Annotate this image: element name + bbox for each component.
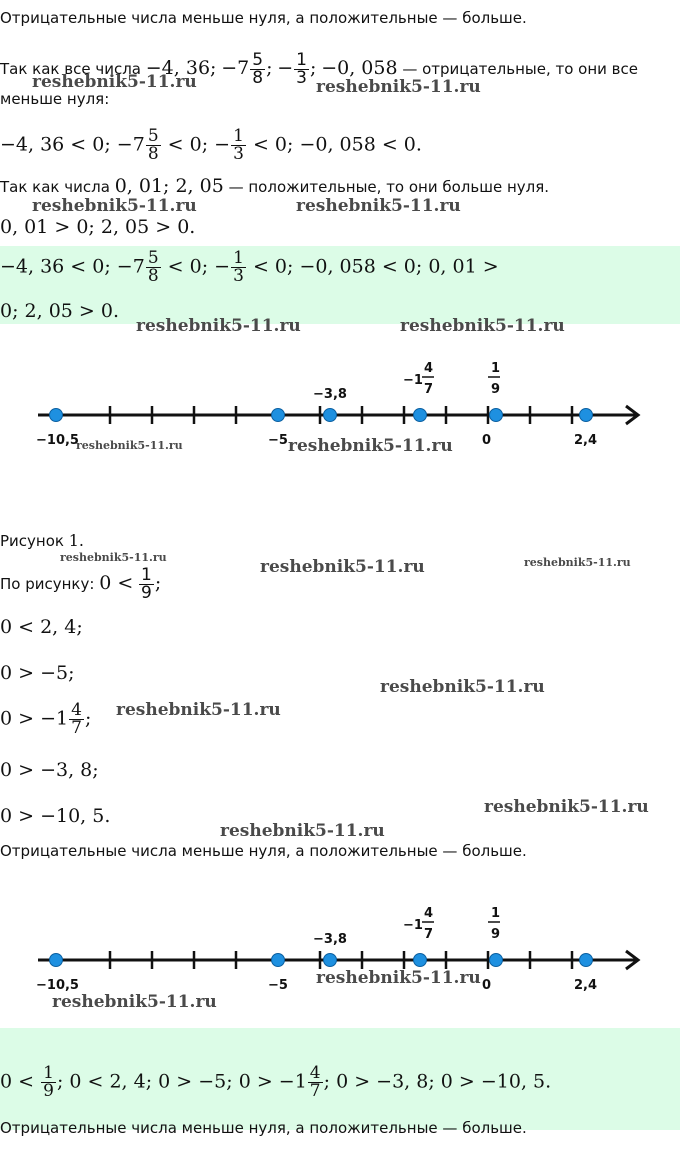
- label-m38: −3,8: [313, 932, 347, 947]
- positives-paragraph: Так как числа 0, 01; 2, 05 — положительные, то они больше нуля.: [0, 175, 550, 197]
- comparison-m5: 0 > −5;: [0, 662, 75, 684]
- label-f7: 7: [424, 927, 434, 942]
- label-p24: 2,4: [574, 433, 598, 448]
- answer-line-2: 0; 2, 05 > 0.: [0, 300, 120, 322]
- final-answer: 0 < $\frac{1}{9}$ ; 0 < 2, 4; 0 > −5; 0 > −1 $\frac{4}{7}$ ; 0 > −3, 8; 0 > −10, 5.: [0, 1063, 552, 1101]
- watermark: reshebnik5-11.ru: [288, 436, 453, 456]
- label-p24: 2,4: [574, 978, 598, 993]
- label-m105: −10,5: [36, 433, 79, 448]
- text: — отрицательные, то они все: [402, 60, 638, 78]
- point-m147: [414, 409, 427, 422]
- label-zero: 0: [482, 433, 492, 448]
- label-f1: 1: [491, 906, 501, 921]
- inequality-positives: 0, 01 > 0; 2, 05 > 0.: [0, 216, 196, 238]
- watermark: reshebnik5-11.ru: [220, 821, 385, 841]
- watermark: reshebnik5-11.ru: [484, 797, 649, 817]
- watermark: reshebnik5-11.ru: [316, 77, 481, 97]
- watermark: reshebnik5-11.ru: [60, 551, 167, 564]
- by-figure-line: По рисунку: 0 < $\frac{1}{9}$ ;: [0, 565, 162, 603]
- fraction: $\frac{5}{8}$: [252, 50, 264, 88]
- clipped-paragraph: Отрицательные числа меньше нуля, а положительные — больше.: [0, 1119, 527, 1137]
- watermark: reshebnik5-11.ru: [136, 316, 301, 336]
- text: Так как все числа: [0, 60, 141, 78]
- watermark: reshebnik5-11.ru: [524, 556, 631, 569]
- answer-line-1: −4, 36 < 0; −7 $\frac{5}{8}$ < 0; − $\frac{1}{3}$ < 0; −0, 058 < 0; 0, 01 >: [0, 248, 499, 286]
- comparison-m147: 0 > −1 $\frac{4}{7}$ ;: [0, 700, 92, 738]
- point-m38: [324, 954, 337, 967]
- math: −4, 36;: [145, 57, 217, 79]
- watermark: reshebnik5-11.ru: [52, 992, 217, 1012]
- inequality-negatives: −4, 36 < 0; −7 $\frac{5}{8}$ < 0; − $\frac{1}{3}$ < 0; −0, 058 < 0.: [0, 126, 422, 164]
- watermark: reshebnik5-11.ru: [116, 700, 281, 720]
- negatives-paragraph-cont: меньше нуля:: [0, 90, 110, 108]
- label-m105: −10,5: [36, 978, 79, 993]
- point-m5: [272, 409, 285, 422]
- point-24: [580, 409, 593, 422]
- point-19: [490, 954, 503, 967]
- watermark: reshebnik5-11.ru: [400, 316, 565, 336]
- label-f4: 4: [424, 361, 434, 376]
- label-f1: 1: [491, 361, 501, 376]
- comparison-m105: 0 > −10, 5.: [0, 805, 111, 827]
- label-zero: 0: [482, 978, 492, 993]
- watermark: reshebnik5-11.ru: [260, 557, 425, 577]
- watermark: reshebnik5-11.ru: [32, 196, 197, 216]
- math: −7: [221, 57, 250, 79]
- point-m105: [50, 954, 63, 967]
- point-19: [490, 409, 503, 422]
- comparison-m38: 0 > −3, 8;: [0, 759, 99, 781]
- point-m105: [50, 409, 63, 422]
- fraction: $\frac{1}{3}$: [296, 50, 307, 88]
- figure-caption: Рисунок 1.: [0, 531, 85, 550]
- label-m38: −3,8: [313, 387, 347, 402]
- point-m5: [272, 954, 285, 967]
- point-24: [580, 954, 593, 967]
- label-f7: 7: [424, 382, 434, 397]
- intro-paragraph: Отрицательные числа меньше нуля, а положительные — больше.: [0, 9, 527, 27]
- point-m147: [414, 954, 427, 967]
- label-f9: 9: [491, 382, 501, 397]
- label-m1: −1: [403, 373, 423, 388]
- math: −: [277, 57, 294, 79]
- label-f9: 9: [491, 927, 501, 942]
- negatives-paragraph: Так как все числа −4, 36; −7 $\frac{5}{8}$ ; − $\frac{1}{3}$ ; −0, 058 — отрицательные, то они все: [0, 50, 638, 88]
- clipped-region: [0, 1119, 680, 1165]
- label-m1: −1: [403, 918, 423, 933]
- label-f4: 4: [424, 906, 434, 921]
- point-m38: [324, 409, 337, 422]
- number-line-2: [0, 895, 680, 1005]
- label-m5: −5: [268, 433, 288, 448]
- watermark: reshebnik5-11.ru: [380, 677, 545, 697]
- comparison-24: 0 < 2, 4;: [0, 616, 83, 638]
- watermark: reshebnik5-11.ru: [76, 439, 183, 452]
- closing-paragraph: Отрицательные числа меньше нуля, а положительные — больше.: [0, 842, 527, 860]
- watermark: reshebnik5-11.ru: [316, 968, 481, 988]
- label-m5: −5: [268, 978, 288, 993]
- watermark: reshebnik5-11.ru: [32, 72, 197, 92]
- watermark: reshebnik5-11.ru: [296, 196, 461, 216]
- math: −0, 058: [321, 57, 398, 79]
